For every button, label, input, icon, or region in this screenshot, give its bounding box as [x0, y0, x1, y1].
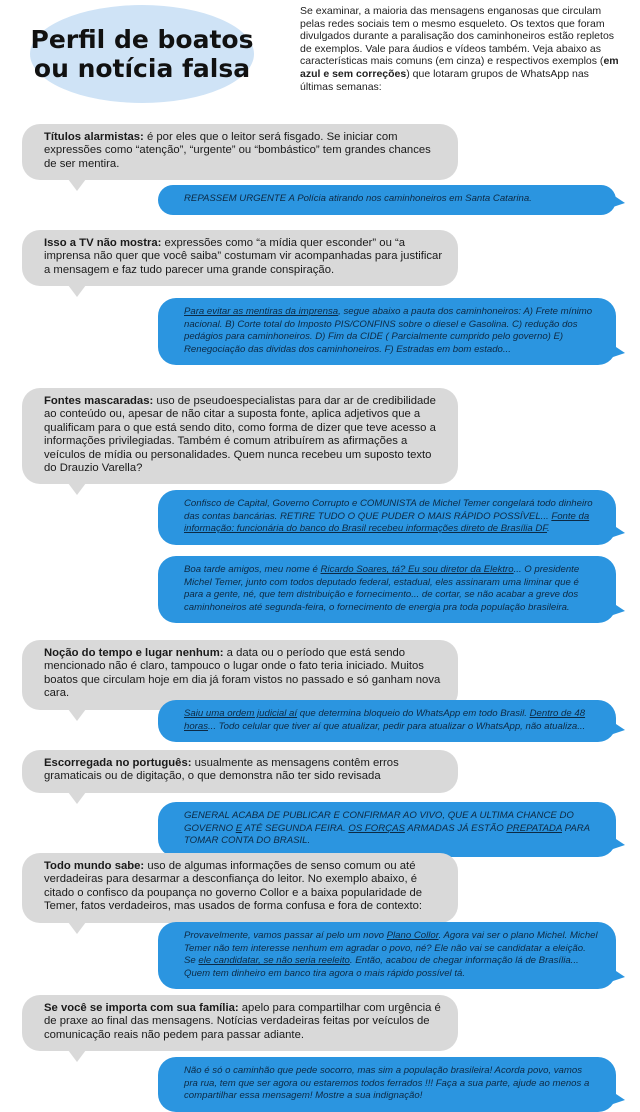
example-text: PARA TOMAR CONTA DO BRASIL.	[184, 822, 590, 847]
example-text: , segue abaixo a pauta dos caminhoneiros: A) Frete mínimo nacional. B) Corte total do Imposto PIS/CONFINS sobre o diesel e Gasolina. C) redução dos pedágios para caminhoneiros. D) Fim da CIDE ( Parcialmente cumprido pelo governo) E) Renegociação das dividas dos caminhoneiros. F) Estradas em bom estado...	[184, 306, 593, 355]
intro-text-b: ) que lotaram grupos de WhatsApp nas últimas semanas:	[300, 67, 589, 93]
trait-text: uso de pseudoespecialistas para dar ar de credibilidade ao conteúdo ou, apesar de não citar a suposta fonte, aplica adjetivos que a qualificam para o que está sendo dito, como forma de dizer que teve acesso a informações privilegiadas. Também é comum atribuírem as afirmações a veículos de mídia ou personalidades. Quem nunca recebeu um suposto texto do Drauzio Varella?	[44, 395, 436, 475]
trait-heading: Fontes mascaradas:	[44, 395, 154, 407]
trait-bubble-2	[22, 230, 458, 286]
example-underlined-text: Fonte da informação: funcionária do banco do Brasil recebeu informações direto de Brasília DF	[184, 510, 590, 535]
example-text: ATÉ SEGUNDA FEIRA.	[242, 822, 349, 834]
example-text: . Agora vai ser o plano Michel. Michel Temer não tem interesse nenhum em agradar o povo, né? Ele não vai se candidatar a eleição. Se	[184, 930, 598, 967]
example-text: Provavelmente, vamos passar aí pelo um novo	[184, 930, 387, 941]
trait-bubble-6	[22, 853, 458, 923]
example-text: Confisco de Capital, Governo Corrupto e COMUNISTA de Michel Temer congelará todo dinheiro das contas bancárias. RETIRE TUDO O QUE PUDER O MAIS RÁPIDO POSSÍVEL...	[184, 498, 593, 522]
example-bubble-2	[158, 298, 616, 365]
example-bubble-1	[158, 185, 616, 215]
example-underlined-text: E	[235, 822, 243, 834]
trait-heading: Todo mundo sabe:	[44, 860, 145, 872]
title-line-2: ou notícia falsa	[33, 54, 251, 83]
example-underlined-text: Ricardo Soares, tá? Eu sou diretor da Elektro	[320, 564, 514, 575]
trait-text: a data ou o período que está sendo mencionado não é claro, tampouco o lugar onde o fato teria iniciado. Muitos boatos que circulam hoje em dia já foram vistos no passado e só ganham nova cara.	[44, 647, 441, 700]
trait-text: apelo para compartilhar com urgência é de praxe ao final das mensagens. Notícias verdadeiras feitas por veículos de comunicação reais não pedem para passar adiante.	[44, 1002, 441, 1041]
example-underlined-text: Dentro de 48 horas	[184, 708, 586, 732]
example-underlined-text: PREPATADA	[506, 822, 562, 834]
intro-text-a: Se examinar, a maioria das mensagens enganosas que circulam pelas redes sociais tem o mesmo esqueleto. Os textos que foram divulgados durante a paralisação dos caminhoneiros estão repletos de exemplos. Vale para áudios e vídeos também. Veja abaixo as características mais comuns (em cinza) e respectivos exemplos (	[300, 5, 615, 68]
example-text: REPASSEM URGENTE A Polícia atirando nos caminhoneiros em Santa Catarina.	[184, 193, 532, 204]
example-text: GENERAL ACABA DE PUBLICAR E CONFIRMAR AO VIVO, QUE A ULTIMA CHANCE DO GOVERNO	[184, 810, 574, 834]
example-text: ... Todo celular que tiver aí que atualizar, pedir para atualizar o WhatsApp, não atualiza...	[208, 720, 586, 732]
example-text: ARMADAS JÁ ESTÃO	[404, 822, 507, 834]
trait-bubble-1	[22, 124, 458, 180]
example-underlined-text: ele candidatar, se não seria reeleito	[198, 955, 350, 967]
trait-text: expressões como “a mídia quer esconder” ou “a imprensa não quer que você saiba” costumam vir acompanhadas para justificar a mensagem e faz tudo parecer uma grande conspiração.	[44, 237, 443, 276]
trait-text: é por eles que o leitor será fisgado. Se iniciar com expressões como “atenção”, “urgente” ou “bombástico” tem grandes chances de ser mentira.	[44, 131, 431, 170]
example-text: .	[546, 523, 550, 535]
example-underlined-text: Para evitar as mentiras da imprensa	[184, 306, 339, 317]
example-bubble-4	[158, 556, 616, 623]
trait-bubble-7	[22, 995, 458, 1051]
title-line-1: Perfil de boatos	[30, 25, 254, 54]
example-text: que determina bloqueio do WhatsApp em todo Brasil.	[297, 708, 530, 719]
example-bubble-7	[158, 922, 616, 989]
trait-heading: Noção do tempo e lugar nenhum:	[44, 647, 224, 659]
example-underlined-text: Plano Collor	[386, 930, 439, 941]
example-bubble-5	[158, 700, 616, 742]
trait-heading: Escorregada no português:	[44, 757, 192, 769]
example-underlined-text: OS FORÇAS	[348, 822, 405, 834]
trait-heading: Se você se importa com sua família:	[44, 1002, 239, 1014]
example-underlined-text: Saiu uma ordem judicial aí	[184, 708, 298, 719]
trait-heading: Títulos alarmistas:	[44, 131, 144, 143]
trait-bubble-3	[22, 388, 458, 484]
trait-text: uso de algumas informações de senso comum ou até verdadeiras para desarmar a desconfiança do leitor. No exemplo abaixo, é citado o confisco da poupança no governo Collor e a baixa popularidade de Temer, fatos verdadeiros, mas usados de forma confusa e fora de contexto:	[44, 860, 423, 913]
example-bubble-3	[158, 490, 616, 545]
title-oval	[30, 5, 254, 103]
example-text: Boa tarde amigos, meu nome é	[184, 564, 321, 575]
example-text: . Então, acabou de chegar informação lá de Brasília... Quem tem dinheiro em banco tira agora o mais rápido possível tá.	[184, 955, 579, 979]
intro-text-bold: em azul e sem correções	[300, 55, 619, 80]
trait-text: usualmente as mensagens contêm erros gramaticais ou de digitação, o que demonstra não ter sido revisada	[44, 757, 399, 783]
example-text: ... O presidente Michel Temer, junto com todos deputado federal, estadual, eles assinaram uma liminar que é para a gente, né, que tem distribuição e fornecimento... de cortar, se não acabar a greve dos caminhoneiros até segunda-feira, o fornecimento de energia pra toda população brasileira.	[184, 564, 580, 613]
example-bubble-8	[158, 1057, 616, 1112]
trait-bubble-5	[22, 750, 458, 793]
example-text: Não é só o caminhão que pede socorro, mas sim a população brasileira! Acorda povo, vamos pra rua, tem que ser agora ou estaremos todos ferrados !!! Faça a sua parte, ajude ao menos a compartilhar essa mensagem! Mostre a sua indignação!	[184, 1065, 590, 1102]
example-bubble-6	[158, 802, 616, 857]
intro-paragraph	[300, 5, 625, 93]
trait-heading: Isso a TV não mostra:	[44, 237, 162, 249]
